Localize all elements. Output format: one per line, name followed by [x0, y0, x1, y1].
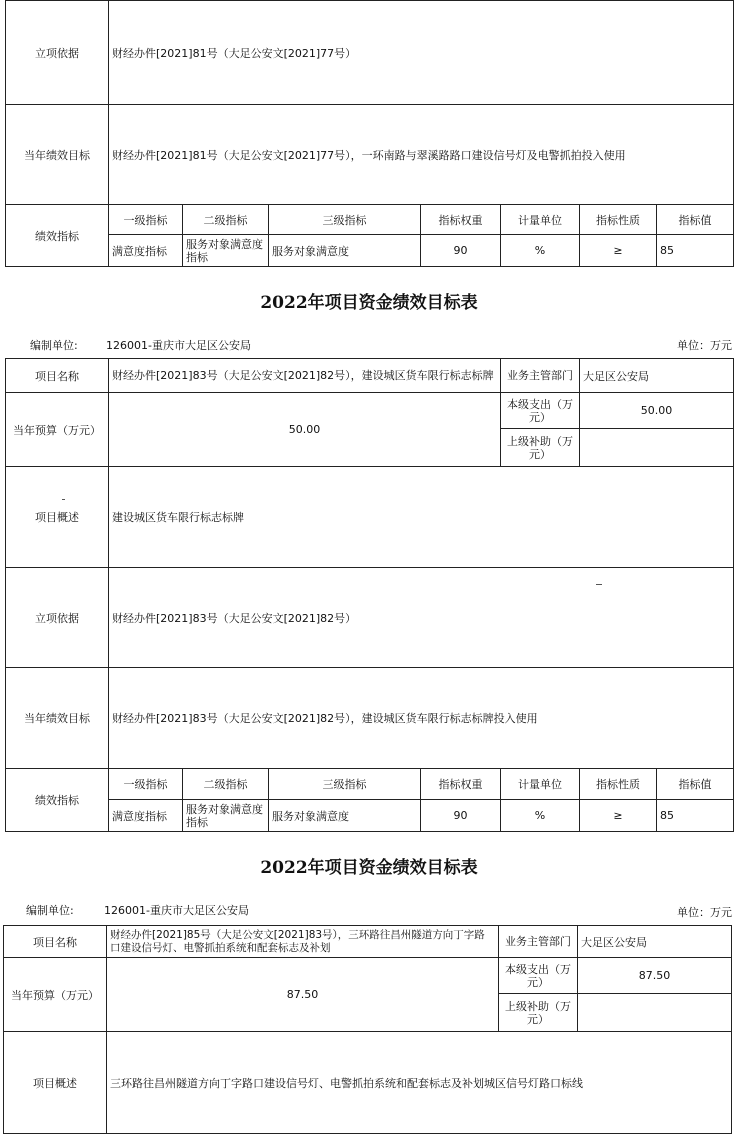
name-label: 项目名称: [4, 926, 107, 958]
upper-subsidy-value: [580, 429, 734, 467]
name-label: 项目名称: [6, 359, 109, 393]
cell-level1: 满意度指标: [109, 235, 183, 267]
basis-value: 财经办件[2021]81号（大足公安文[2021]77号）: [109, 1, 734, 105]
own-spend-label: 本级支出（万元）: [501, 393, 580, 429]
performance-table-1: [5, 0, 734, 267]
org-label-3: 编制单位:: [26, 904, 74, 917]
budget-value: 87.50: [107, 958, 499, 1032]
header-level1: 一级指标: [109, 769, 183, 800]
scan-mark: [596, 584, 602, 585]
org-value-3: 126001-重庆市大足区公安局: [104, 904, 249, 917]
cell-level2: 服务对象满意度指标: [183, 235, 269, 267]
name-value: 财经办件[2021]83号（大足公安文[2021]82号），建设城区货车限行标志标牌: [109, 359, 501, 393]
header-value: 指标值: [657, 769, 734, 800]
cell-nature: ≥: [580, 800, 657, 832]
overview-label: 项目概述: [4, 1032, 107, 1134]
header-level1: 一级指标: [109, 205, 183, 235]
header-unit: 计量单位: [501, 205, 580, 235]
cell-level1: 满意度指标: [109, 800, 183, 832]
performance-table-2: [5, 358, 734, 832]
header-value: 指标值: [657, 205, 734, 235]
header-weight: 指标权重: [421, 769, 501, 800]
goal-label: 当年绩效目标: [6, 668, 109, 769]
basis-label: 立项依据: [6, 568, 109, 668]
cell-nature: ≥: [580, 235, 657, 267]
cell-level2: 服务对象满意度指标: [183, 800, 269, 832]
header-nature: 指标性质: [580, 205, 657, 235]
dept-value: 大足区公安局: [578, 926, 732, 958]
dept-label: 业务主管部门: [501, 359, 580, 393]
own-spend-value: 87.50: [578, 958, 732, 994]
cell-weight: 90: [421, 800, 501, 832]
upper-subsidy-value: [578, 994, 732, 1032]
basis-value: 财经办件[2021]83号（大足公安文[2021]82号）: [109, 568, 734, 668]
table-title-3: 2022年项目资金绩效目标表: [260, 858, 478, 878]
upper-subsidy-label: 上级补助（万元）: [501, 429, 580, 467]
goal-label: 当年绩效目标: [6, 105, 109, 205]
indicator-label: 绩效指标: [6, 769, 109, 832]
header-level2: 二级指标: [183, 769, 269, 800]
budget-label: 当年预算（万元）: [4, 958, 107, 1032]
cell-value: 85: [657, 800, 734, 832]
money-unit-3: 单位：万元: [677, 906, 732, 919]
header-level2: 二级指标: [183, 205, 269, 235]
money-unit-2: 单位：万元: [677, 339, 732, 352]
org-label-2: 编制单位:: [30, 339, 78, 352]
goal-value: 财经办件[2021]81号（大足公安文[2021]77号），一环南路与翠溪路路口建设信号灯及电警抓拍投入使用: [109, 105, 734, 205]
cell-level3: 服务对象满意度: [269, 235, 421, 267]
basis-label: 立项依据: [6, 1, 109, 105]
table-title-2: 2022年项目资金绩效目标表: [260, 293, 478, 313]
budget-value: 50.00: [109, 393, 501, 467]
own-spend-label: 本级支出（万元）: [499, 958, 578, 994]
dept-label: 业务主管部门: [499, 926, 578, 958]
cell-value: 85: [657, 235, 734, 267]
header-weight: 指标权重: [421, 205, 501, 235]
own-spend-value: 50.00: [580, 393, 734, 429]
header-level3: 三级指标: [269, 205, 421, 235]
org-value-2: 126001-重庆市大足区公安局: [106, 339, 251, 352]
performance-table-3: [3, 925, 732, 1134]
overview-label: 项目概述: [6, 467, 109, 568]
upper-subsidy-label: 上级补助（万元）: [499, 994, 578, 1032]
goal-value: 财经办件[2021]83号（大足公安文[2021]82号），建设城区货车限行标志标牌投入使用: [109, 668, 734, 769]
header-level3: 三级指标: [269, 769, 421, 800]
cell-unit: %: [501, 235, 580, 267]
header-unit: 计量单位: [501, 769, 580, 800]
cell-unit: %: [501, 800, 580, 832]
header-nature: 指标性质: [580, 769, 657, 800]
overview-value: 建设城区货车限行标志标牌: [109, 467, 734, 568]
scan-mark: [62, 499, 65, 500]
cell-weight: 90: [421, 235, 501, 267]
dept-value: 大足区公安局: [580, 359, 734, 393]
indicator-label: 绩效指标: [6, 205, 109, 267]
name-value: 财经办件[2021]85号（大足公安文[2021]83号），三环路往昌州隧道方向丁字路口建设信号灯、电警抓拍系统和配套标志及补划: [107, 926, 499, 958]
cell-level3: 服务对象满意度: [269, 800, 421, 832]
budget-label: 当年预算（万元）: [6, 393, 109, 467]
overview-value: 三环路往昌州隧道方向丁字路口建设信号灯、电警抓拍系统和配套标志及补划城区信号灯路口标线: [107, 1032, 732, 1134]
